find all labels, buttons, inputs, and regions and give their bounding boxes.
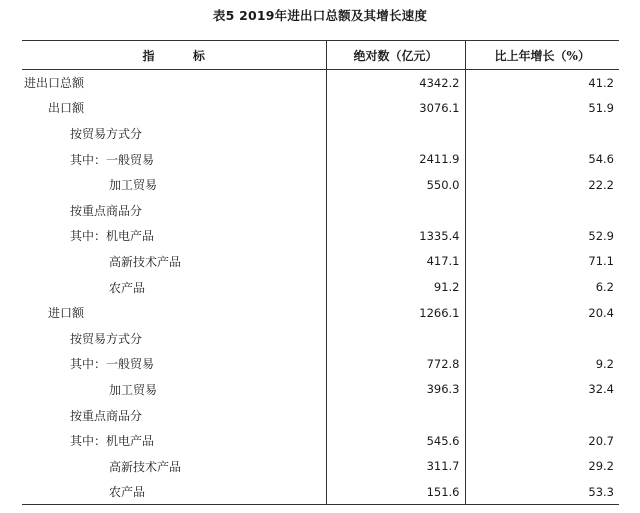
row-growth-rate: 71.1 — [465, 249, 619, 275]
row-indicator: 按贸易方式分 — [70, 331, 143, 346]
row-absolute-value: 311.7 — [326, 453, 465, 479]
row-growth-rate: 53.3 — [465, 479, 619, 505]
row-absolute-value — [326, 121, 465, 147]
row-growth-rate — [465, 402, 619, 428]
row-indicator: 其中：一般贸易 — [70, 152, 155, 167]
row-growth-rate — [465, 325, 619, 351]
table-row — [22, 428, 619, 454]
row-absolute-value: 396.3 — [326, 377, 465, 403]
row-growth-rate: 41.2 — [465, 70, 619, 96]
table-row — [22, 223, 619, 249]
row-absolute-value: 3076.1 — [326, 95, 465, 121]
table-row — [22, 95, 619, 121]
row-indicator: 按重点商品分 — [70, 203, 143, 218]
table-row — [22, 351, 619, 377]
row-indicator: 出口额 — [48, 101, 85, 116]
row-indicator: 其中：机电产品 — [70, 434, 155, 449]
table-row — [22, 197, 619, 223]
row-indicator: 加工贸易 — [109, 382, 158, 397]
row-growth-rate: 32.4 — [465, 377, 619, 403]
header-row — [22, 41, 619, 70]
row-absolute-value: 2411.9 — [326, 146, 465, 172]
row-growth-rate: 6.2 — [465, 274, 619, 300]
table-row — [22, 146, 619, 172]
row-absolute-value: 91.2 — [326, 274, 465, 300]
row-indicator: 加工贸易 — [109, 178, 158, 193]
table-row — [22, 479, 619, 505]
row-indicator: 农产品 — [22, 479, 326, 505]
header-indicator: 指标 — [22, 41, 326, 70]
table-body — [22, 70, 619, 505]
row-growth-rate: 20.4 — [465, 300, 619, 326]
row-absolute-value: 550.0 — [326, 172, 465, 198]
row-absolute-value — [326, 325, 465, 351]
row-absolute-value: 417.1 — [326, 249, 465, 275]
row-indicator: 其中：机电产品 — [70, 229, 155, 244]
table-title: 表5 2019年进出口总额及其增长速度 — [212, 8, 428, 23]
row-indicator: 按重点商品分 — [70, 408, 143, 423]
header-absolute: 绝对数（亿元） — [326, 41, 465, 70]
table-row — [22, 70, 619, 96]
row-indicator: 农产品 — [109, 280, 146, 295]
row-absolute-value — [326, 197, 465, 223]
row-indicator: 高新技术产品 — [109, 254, 182, 269]
row-growth-rate: 54.6 — [465, 146, 619, 172]
row-growth-rate — [465, 121, 619, 147]
row-indicator: 高新技术产品 — [109, 459, 182, 474]
row-absolute-value: 545.6 — [326, 428, 465, 454]
table-row — [22, 325, 619, 351]
row-indicator: 进出口总额 — [24, 76, 85, 91]
row-growth-rate: 22.2 — [465, 172, 619, 198]
table-row — [22, 121, 619, 147]
row-indicator: 进口额 — [48, 306, 85, 321]
row-absolute-value: 1335.4 — [326, 223, 465, 249]
table-row — [22, 249, 619, 275]
table-row — [22, 402, 619, 428]
row-absolute-value: 4342.2 — [326, 70, 465, 96]
table-row — [22, 300, 619, 326]
row-growth-rate: 20.7 — [465, 428, 619, 454]
row-growth-rate — [465, 197, 619, 223]
row-absolute-value: 151.6 — [326, 479, 465, 505]
row-growth-rate: 29.2 — [465, 453, 619, 479]
row-growth-rate: 51.9 — [465, 95, 619, 121]
row-growth-rate: 9.2 — [465, 351, 619, 377]
row-absolute-value — [326, 402, 465, 428]
row-growth-rate: 52.9 — [465, 223, 619, 249]
header-growth: 比上年增长（%） — [465, 41, 619, 70]
table-row — [22, 453, 619, 479]
table-row — [22, 274, 619, 300]
table-row — [22, 377, 619, 403]
table-header — [22, 41, 619, 70]
row-absolute-value: 772.8 — [326, 351, 465, 377]
row-indicator: 其中：一般贸易 — [70, 357, 155, 372]
row-absolute-value: 1266.1 — [326, 300, 465, 326]
row-indicator: 按贸易方式分 — [70, 126, 143, 141]
table-row — [22, 172, 619, 198]
trade-table — [22, 40, 619, 505]
